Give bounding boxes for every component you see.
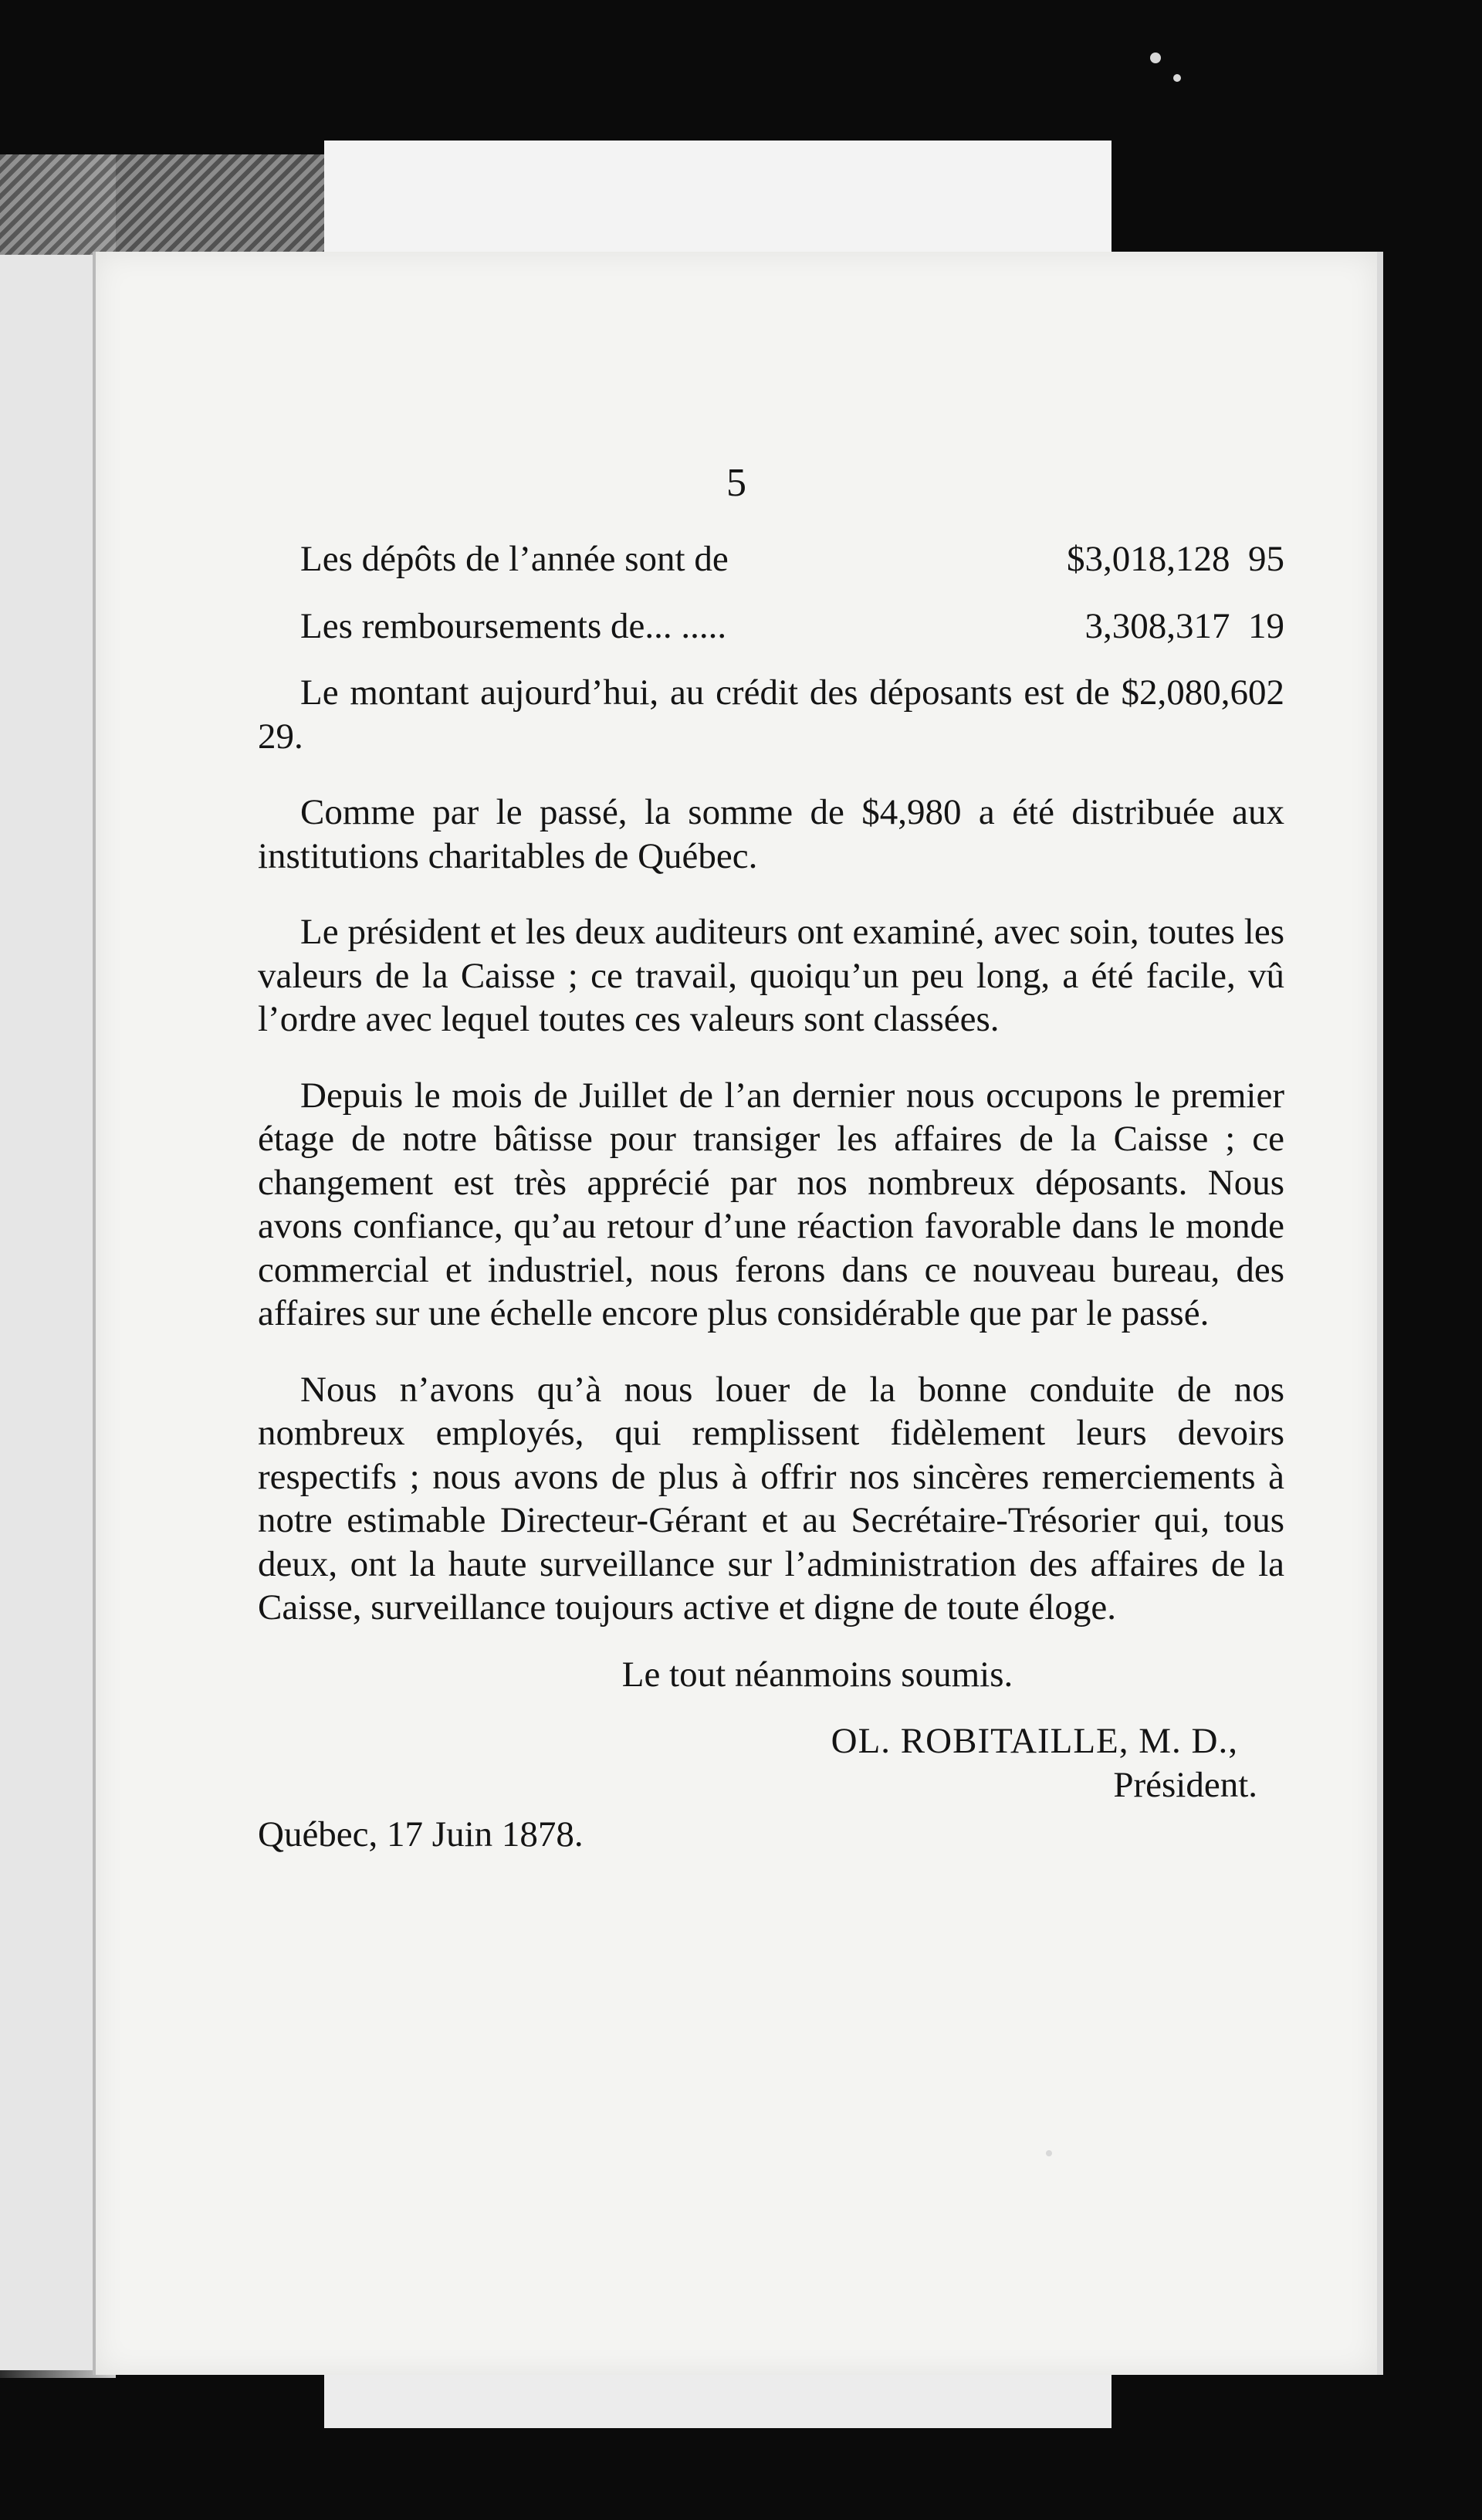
deposits-amount: $3,018,128 95 [1067, 539, 1284, 579]
paragraph-thanks: Nous n’avons qu’à nous louer de la bonne conduite de nos nombreux employés, qui remplissent fidèlement leurs devoirs respectifs ; nous avons de plus à offrir nos sincères remerciements à notre estimable Directeur-Gérant et au Secrétaire-Trésorier qui, tous deux, ont la haute surveillance sur l’administration des affaires de la Caisse, surveillance toujours active et digne de toute éloge. [258, 1369, 1284, 1628]
place-date: Québec, 17 Juin 1878. [258, 1814, 584, 1854]
deposits-line [258, 537, 1284, 581]
paragraph-premises: Depuis le mois de Juillet de l’an dernier nous occupons le premier étage de notre bâtisse pour transiger les affaires de la Caisse ; ce changement est très apprécié par nos nombreux déposants. Nous avons confiance, qu’au retour d’une réaction favorable dans le monde commercial et industriel, nous ferons dans ce nouveau bureau, des affaires sur une échelle encore plus considérable que par le passé. [258, 1075, 1284, 1333]
reimbursements-line [258, 605, 1284, 649]
page-body [258, 537, 1284, 1857]
paragraph-charity: Comme par le passé, la somme de $4,980 a été distribuée aux institutions charitables de Québec. [258, 792, 1284, 876]
book-binding-edge [0, 154, 324, 262]
reimbursements-label: Les remboursements de... ..... [300, 605, 727, 646]
dust-speck [1173, 74, 1181, 82]
deposits-label: Les dépôts de l’année sont de [300, 539, 729, 579]
document-page [93, 252, 1383, 2375]
signature: OL. ROBITAILLE, M. D., [831, 1721, 1238, 1761]
page-number: 5 [726, 461, 746, 505]
paper-slip-top [324, 141, 1112, 264]
paragraph-audit: Le président et les deux auditeurs ont examiné, avec soin, toutes les valeurs de la Caisse ; ce travail, quoiqu’un peu long, a été facile, vû l’ordre avec lequel toutes ces valeurs sont classées. [258, 912, 1284, 1039]
dust-speck [1150, 52, 1161, 63]
reimbursements-amount: 3,308,317 19 [1084, 605, 1284, 646]
dust-speck [1046, 2150, 1052, 2156]
paragraph-balance: Le montant aujourd’hui, au crédit des déposants est de $2,080,602 29. [258, 672, 1284, 757]
signer-title: Président. [1113, 1764, 1257, 1805]
closing-line: Le tout néanmoins soumis. [621, 1654, 1013, 1695]
